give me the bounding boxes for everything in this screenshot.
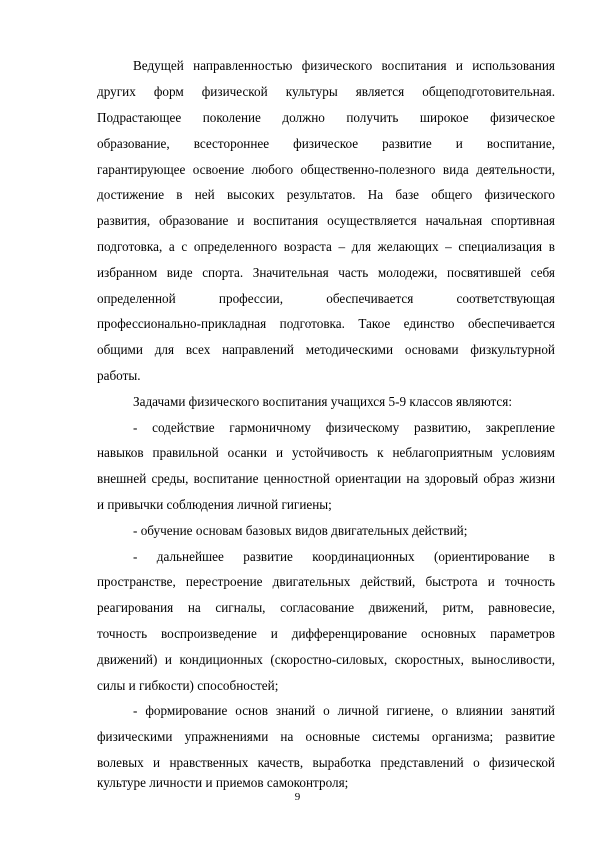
text-line: культуре личности и приемов самоконтроля; bbox=[97, 775, 349, 790]
text-line: внешней среды, воспитание ценностной ориентации на здоровый образ жизни bbox=[97, 471, 555, 486]
text-line: развития, образование и воспитания осуществляется начальная спортивная bbox=[97, 213, 555, 228]
text-line: общими для всех направлений методическими основами физкультурной bbox=[97, 342, 555, 357]
text-line: и привычки соблюдения личной гигиены; bbox=[97, 497, 332, 512]
text-line: - обучение основам базовых видов двигательных действий; bbox=[133, 523, 468, 538]
text-line: точность воспроизведение и дифференцирование основных параметров bbox=[97, 626, 555, 641]
text-line: Подрастающее поколение должно получить широкое физическое bbox=[97, 110, 555, 125]
text-line: - формирование основ знаний о личной гигиене, о влиянии занятий bbox=[133, 703, 555, 718]
text-line: силы и гибкости) способностей; bbox=[97, 678, 279, 693]
text-line: пространстве, перестроение двигательных действий, быстрота и точность bbox=[97, 574, 555, 589]
text-line: движений) и кондиционных (скоростно-силовых, скоростных, выносливости, bbox=[97, 652, 555, 667]
text-line: достижение в ней высоких результатов. На базе общего физического bbox=[97, 187, 555, 202]
text-line: - содействие гармоничному физическому развитию, закрепление bbox=[133, 420, 555, 435]
text-line: подготовка, а с определенного возраста – для желающих – специализация в bbox=[97, 239, 555, 254]
text-line: профессионально-прикладная подготовка. Такое единство обеспечивается bbox=[97, 316, 555, 331]
text-line: работы. bbox=[97, 368, 141, 383]
page-number: 9 bbox=[294, 791, 301, 803]
text-line: избранном виде спорта. Значительная часть молодежи, посвятившей себя bbox=[97, 265, 555, 280]
text-line: реагирования на сигналы, согласование движений, ритм, равновесие, bbox=[97, 600, 555, 615]
text-line: волевых и нравственных качеств, выработка представлений о физической bbox=[97, 755, 555, 770]
text-line: физическими упражнениями на основные системы организма; развитие bbox=[97, 729, 555, 744]
text-line: других форм физической культуры является общеподготовительная. bbox=[97, 84, 555, 99]
text-line: навыков правильной осанки и устойчивость к неблагоприятным условиям bbox=[97, 445, 555, 460]
text-line: образование, всестороннее физическое развитие и воспитание, bbox=[97, 136, 555, 151]
text-line: гарантирующее освоение любого общественно-полезного вида деятельности, bbox=[97, 162, 555, 177]
text-line: определенной профессии, обеспечивается соответствующая bbox=[97, 291, 555, 306]
text-line: - дальнейшее развитие координационных (ориентирование в bbox=[133, 549, 555, 564]
text-line: Задачами физического воспитания учащихся 5-9 классов являются: bbox=[133, 394, 513, 409]
text-line: Ведущей направленностью физического воспитания и использования bbox=[133, 58, 555, 73]
